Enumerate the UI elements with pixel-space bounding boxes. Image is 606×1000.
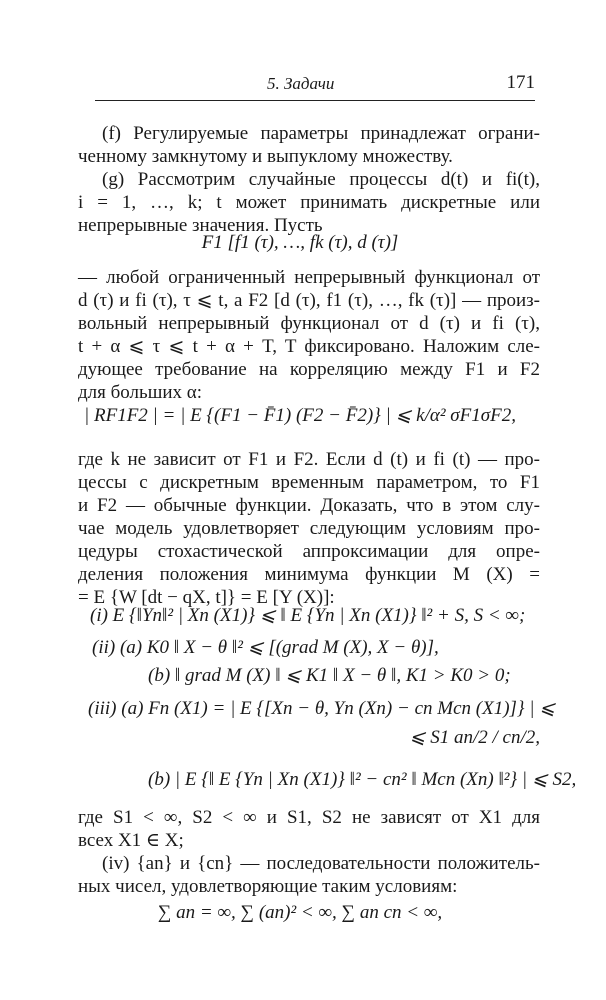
page-number: 171 xyxy=(506,72,535,93)
paragraph-iv xyxy=(78,852,540,898)
text-line: (g) Рассмотрим случайные процессы d(t) и fi(t), xyxy=(102,169,540,190)
text-line: ченному замкнутому и выпуклому множеству. xyxy=(78,146,453,167)
text-line: чае модель удовлетворяет следующим условиям про- xyxy=(78,518,540,539)
text-line: где S1 < ∞, S2 < ∞ и S1, S2 не зависят от X1 для xyxy=(78,807,540,828)
condition-iii-a-bound: ⩽ S1 an/2 / cn/2, xyxy=(409,727,540,748)
text-line: — любой ограниченный непрерывный функционал от xyxy=(78,267,540,288)
text-line: (iv) {an} и {cn} — последовательности положитель- xyxy=(102,853,540,874)
text-line: (f) Регулируемые параметры принадлежат ограни- xyxy=(102,123,540,144)
text-line: цессы с дискретным временным параметром, то F1 xyxy=(78,472,540,493)
text-line: дующее требование на корреляцию между F1 и F2 xyxy=(78,359,540,380)
condition-i: (i) E {‖Yn‖² | Xn (X1)} ⩽ ‖ E {Yn | Xn (X1)} ‖² + S, S < ∞; xyxy=(90,605,526,626)
paragraph-g xyxy=(78,168,540,237)
paragraph-constants xyxy=(78,806,540,852)
condition-ii-a: (ii) (a) K0 ‖ X − θ ‖² ⩽ [(grad M (X), X − θ)], xyxy=(92,637,439,658)
text-line: цедуры стохастической аппроксимации для опре- xyxy=(78,541,540,562)
text-line: и F2 — обычные функции. Доказать, что в этом слу- xyxy=(78,495,540,516)
paragraph-g-continued xyxy=(78,266,540,404)
condition-iii-b: (b) | E {‖ E {Yn | Xn (X1)} ‖² − cn² ‖ Mcn (Xn) ‖²} | ⩽ S2, xyxy=(148,769,577,790)
formula-correlation: | RF1F2 | = | E {(F1 − F̄1) (F2 − F̄2)} | ⩽ k/α² σF1σF2, xyxy=(84,405,516,426)
text-line: непрерывные значения. Пусть xyxy=(78,215,323,236)
text-line: d (τ) и fi (τ), τ ⩽ t, а F2 [d (τ), f1 (τ), …, fk (τ)] — произ- xyxy=(78,290,540,311)
formula-series-conditions: ∑ an = ∞, ∑ (an)² < ∞, ∑ an cn < ∞, xyxy=(157,902,443,923)
condition-iii-a: (iii) (a) Fn (X1) = | E {[Xn − θ, Yn (Xn) − cn Mcn (X1)]} | ⩽ xyxy=(88,698,556,719)
text-line: ных чисел, удовлетворяющие таким условиям: xyxy=(78,876,458,897)
text-line: вольный непрерывный функционал от d (τ) и fi (τ), xyxy=(78,313,540,334)
text-line: i = 1, …, k; t может принимать дискретные или xyxy=(78,192,540,213)
text-line: деления положения минимума функции M (X) = xyxy=(78,564,540,585)
text-line: = E {W [dt − qX, t]} = E [Y (X)]: xyxy=(78,587,335,608)
paragraph-g-conclusion xyxy=(78,448,540,609)
running-header xyxy=(95,70,535,100)
text-line: всех X1 ∈ X; xyxy=(78,830,184,851)
text-line: для больших α: xyxy=(78,382,202,403)
header-rule xyxy=(95,100,535,101)
formula-functional-f1: F1 [f1 (τ), …, fk (τ), d (τ)] xyxy=(201,232,399,253)
paragraph-f xyxy=(78,122,540,168)
condition-ii-b: (b) ‖ grad M (X) ‖ ⩽ K1 ‖ X − θ ‖, K1 > K0 > 0; xyxy=(148,665,511,686)
text-line: t + α ⩽ τ ⩽ t + α + T, T фиксировано. Наложим сле- xyxy=(78,336,540,357)
text-line: где k не зависит от F1 и F2. Если d (t) и fi (t) — про- xyxy=(78,449,540,470)
section-title: 5. Задачи xyxy=(267,74,335,93)
